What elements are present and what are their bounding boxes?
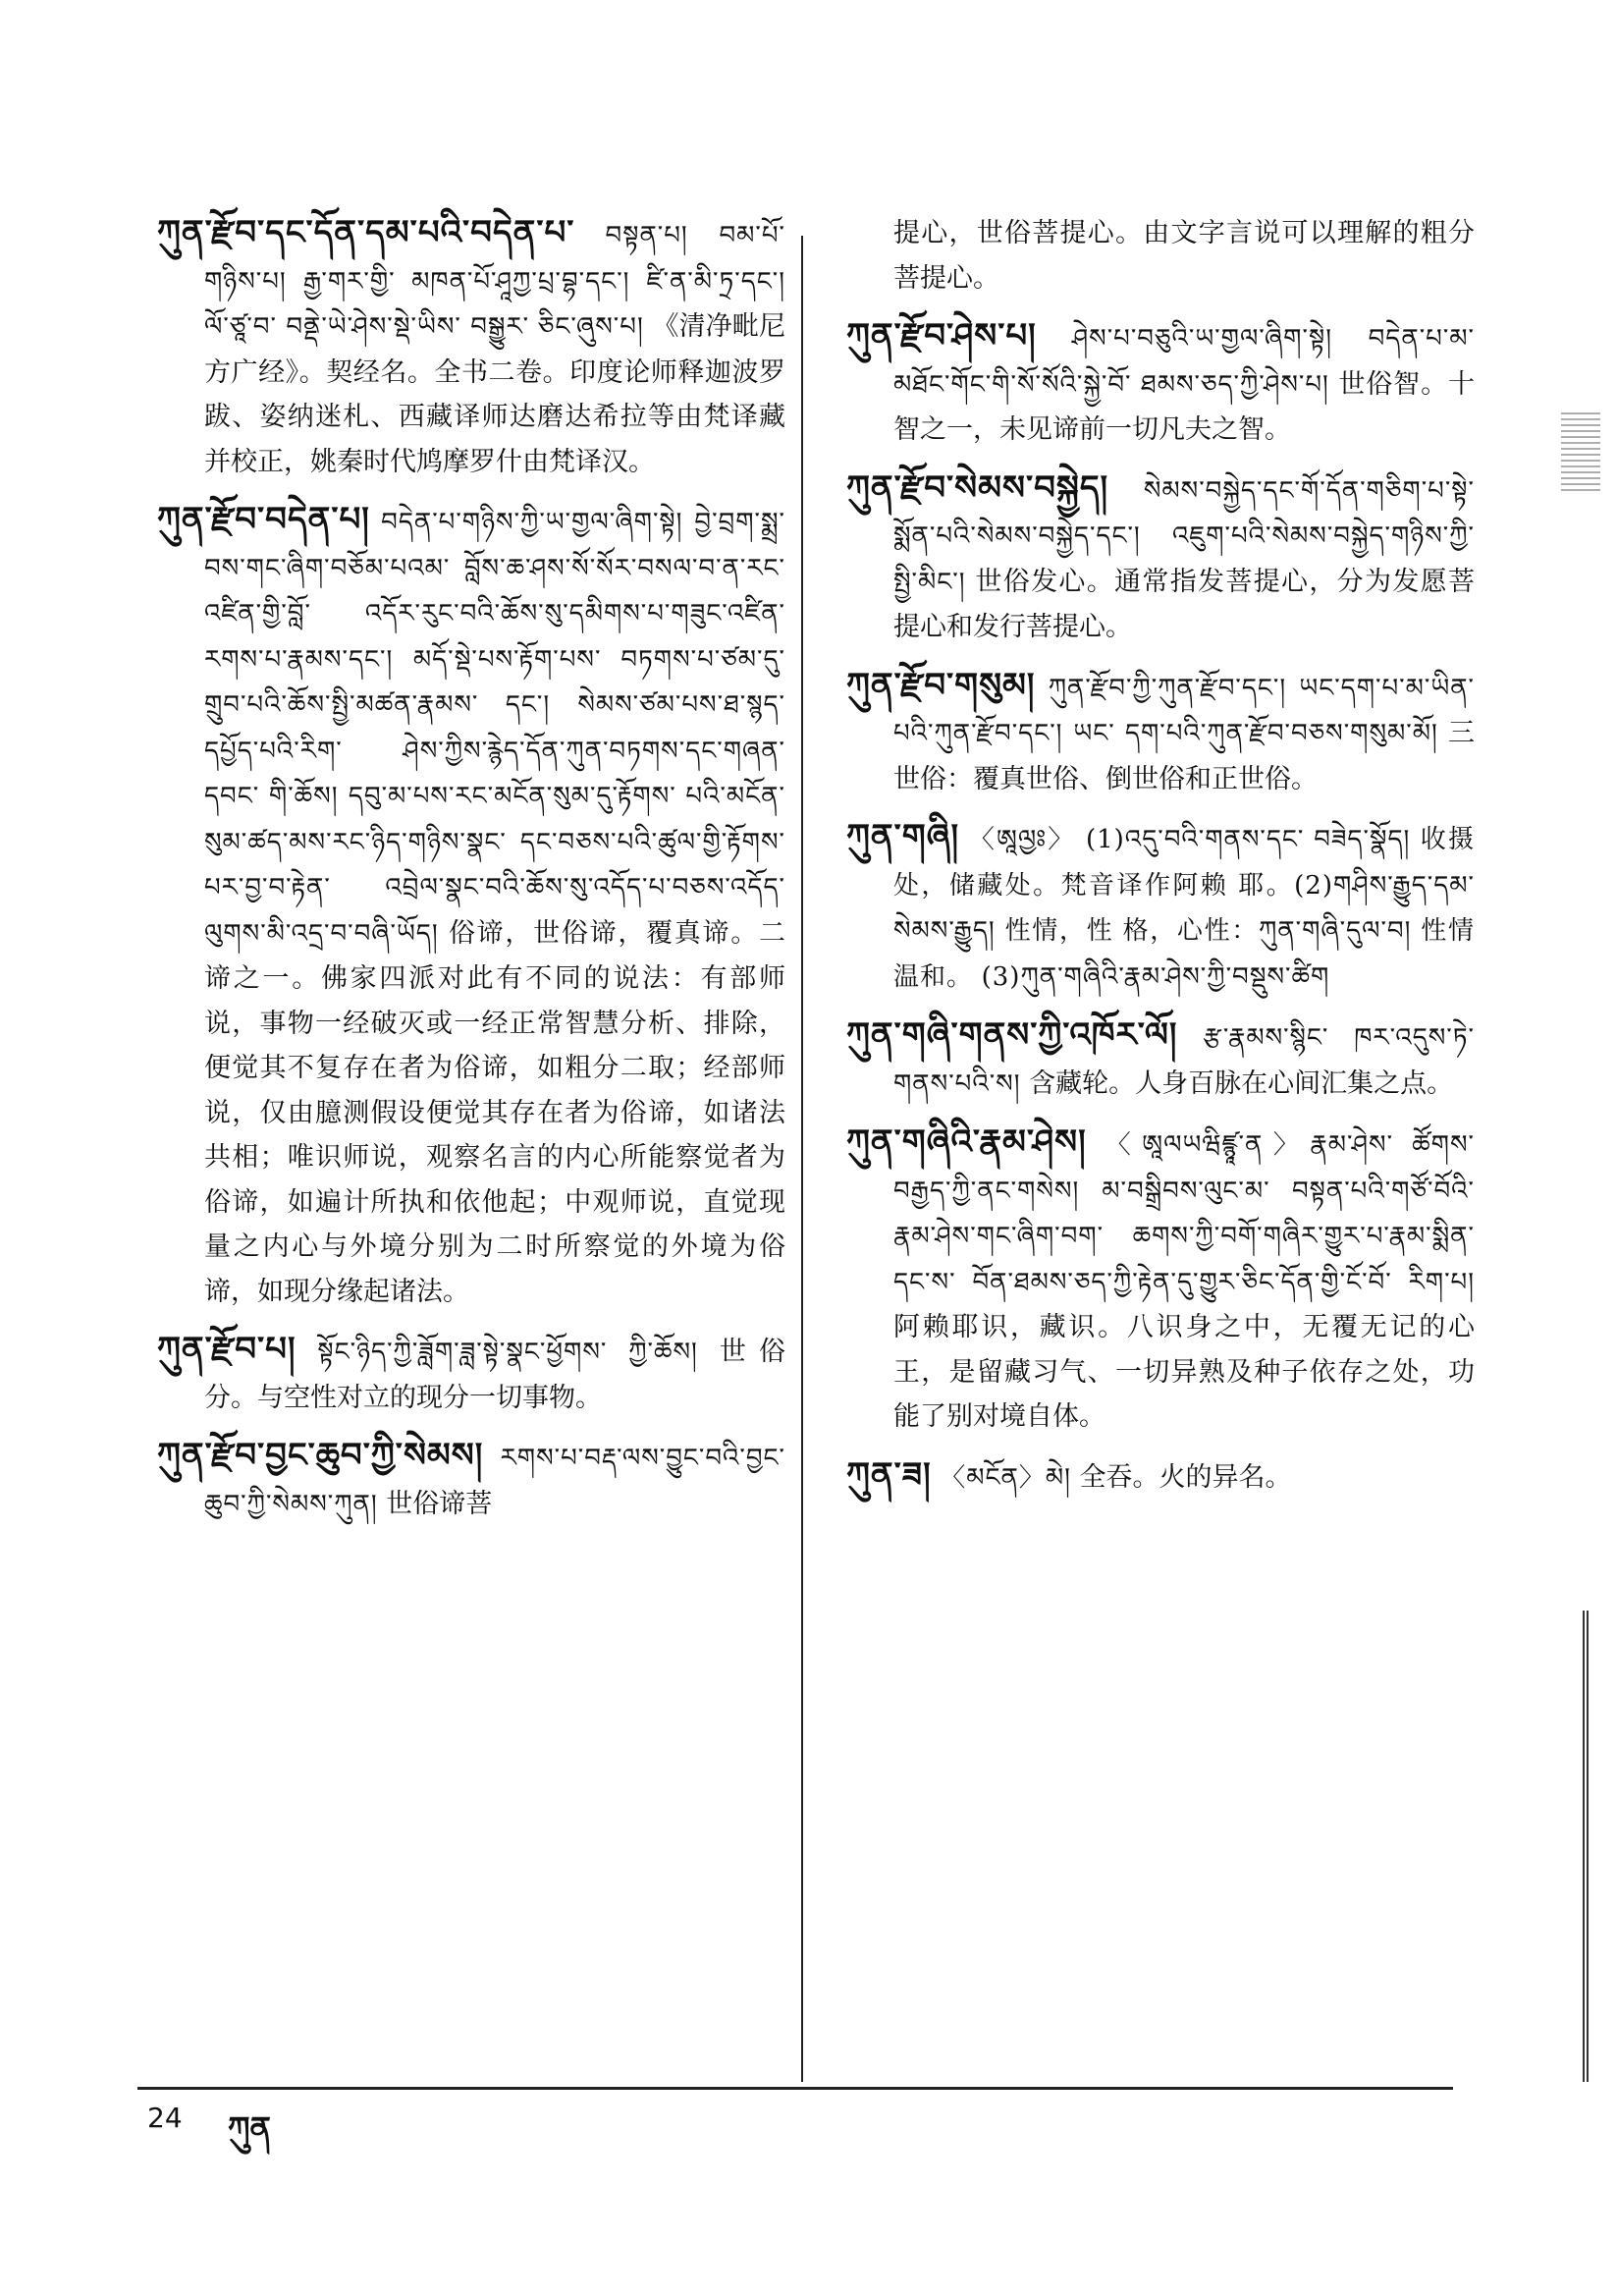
entry-chinese-definition: 世俗发心。通常指发菩提心，分为发愿菩提心和发行菩提心。 <box>893 566 1475 642</box>
entry-tibetan-text: གི་ཆོས། དབུ་མ་པས་རང་མངོན་སུམ་དུ་རྟོགས་ <box>268 782 676 811</box>
entry-tibetan-text: 〈མངོན〉མེ། <box>940 1462 1071 1493</box>
entry-chinese-definition: 俗谛，世俗谛，覆真谛。二谛之一。佛家四派对此有不同的说法：有部师说，事物一经破灭或一经正常智慧分析、排除，便觉其不复存在者为俗谛，如粗分二取；经部师说，仅由臆测假设便觉其存在者为俗谛，如诸法共相；唯识师说，观察名言的内心所能察觉者为俗谛，如遍计所执和依他起；中观师说，直觉现量之内心与外境分别为二时所察觉的外境为俗谛，如现分缘起诸法。 <box>204 917 786 1307</box>
dictionary-entry <box>846 1013 1475 1107</box>
entry-tibetan-text: འཇུག་པའི་སེམས་བསྐྱེད་གཉིས་ཀྱི་སྤྱི་མིང་། <box>893 521 1475 597</box>
entry-tibetan-text: ཀུན་རྫོབ་ཀྱི་ཀུན་རྫོབ་དང་། <box>1048 673 1287 703</box>
entry-headword: ཀུན་རྫོབ་བྱང་ཆུབ་ཀྱི་སེམས། <box>157 1436 484 1475</box>
dictionary-entry <box>157 1434 785 1527</box>
entry-headword: ཀུན་རྫོབ་ཤེས་པ། <box>846 316 1037 355</box>
entry-chinese-definition: 含藏轮。人身百脉在心间汇集之点。 <box>1029 1067 1454 1099</box>
entry-tibetan-text: དག་པའི་ཀུན་རྫོབ་བཅས་གསུམ་མོ། <box>1124 719 1438 748</box>
dictionary-entry <box>846 466 1475 650</box>
dictionary-entry <box>157 1328 785 1420</box>
dictionary-entry <box>157 498 785 1314</box>
entry-chinese-definition: 三世俗：覆真世俗、倒世俗和正世俗。 <box>893 718 1475 794</box>
footer-rule <box>137 2087 1453 2090</box>
entry-tibetan-text: འབྲེལ་སྣང་བའི་ཆོས་སུ་འདོད་པ་བཅས་འདོད་ <box>385 873 785 902</box>
entry-headword: ཀུན་རྫོབ་སེམས་བསྐྱེད། <box>846 467 1109 508</box>
entry-tibetan-text: ཐམས་ཅད་ཀྱི་ཤེས་པ། <box>1140 369 1329 400</box>
entry-tibetan-text: ལོ་ཙཱ་བ་ བནྡེ་ཡེ་ཤེས་སྡེ་ཡིས་ བསྒྱུར་ <box>204 312 530 342</box>
entry-tibetan-text: སྟོང་ཉིད་ཀྱི་ཟློག་ཟླ་སྟེ་སྣང་ཕྱོགས་ <box>317 1338 608 1367</box>
entry-tibetan-text: དང་། སེམས་ཙམ་པས་ཐ་སྙད་དཔྱོད་པའི་རིག་ <box>204 690 785 766</box>
entry-tibetan-text: (3)ཀུན་གཞིའི་རྣམ་ཤེས་ཀྱི་བསྡུས་ཚིག <box>981 961 1330 992</box>
entry-tibetan-text: འདོར་རུང་བའི་ཆོས་སུ་དམིགས་པ་གཟུང་འཛིན་ <box>364 599 785 629</box>
entry-tibetan-text: ཡང་དག་པ་མ་ཡིན་པའི་ཀུན་རྫོབ་དང་། ཡང་ <box>893 673 1475 748</box>
entry-headword: ཀུན་རྫོབ་བདེན་པ། <box>157 500 370 539</box>
entry-tibetan-text: བོན་ཐམས་ཅད་ཀྱི་རྟེན་དུ་གྱུར་ཅིང་དོན་གྱི་ངོ་བོ་ <box>972 1267 1392 1297</box>
entry-tibetan-text: བཏགས་པ་ཙམ་དུ་གྲུབ་པའི་ཆོས་སྤྱི་མཚན་རྣམས་ <box>204 644 785 720</box>
entry-tibetan-text: བཟེད་སྣོད། 收摄处，储藏处。梵音译作阿赖 <box>893 825 1475 901</box>
entry-headword: ཀུན་རྫོབ་དང་དོན་དམ་པའི་བདེན་པ་ <box>157 213 575 252</box>
dictionary-entry <box>846 314 1475 453</box>
entry-chinese-definition: 阿赖耶识，藏识。八识身之中，无覆无记的心王，是留藏习气、一切异熟及种子依存之处，功能了别对境自体。 <box>893 1312 1475 1432</box>
entry-tibetan-text: ཅིང་ཞུས་པ། <box>537 312 644 342</box>
right-column <box>846 211 1475 1514</box>
entry-headword: ཀུན་རྫོབ་པ། <box>157 1330 296 1369</box>
entry-tibetan-text: རྩ་རྣམས་སྙིང་ <box>1203 1023 1329 1053</box>
entry-tibetan-text: 耶。(2)གཤིས་རྒྱུད་དམ་སེམས་རྒྱུད། 性情，性 <box>893 870 1475 946</box>
entry-tibetan-text: 〈ཨཱལྱཿ〉 (1)འདུ་བའི་གནས་དང་ <box>968 825 1305 854</box>
entry-chinese-definition: 提心，世俗菩提心。由文字言说可以理解的粗分菩提心。 <box>893 218 1475 294</box>
entry-chinese-definition: 世俗谛菩 <box>386 1488 493 1519</box>
entry-tibetan-text: བདེན་པ་གཉིས་ཀྱི་ཡ་གྱལ་ཞིག་སྟེ། བྱེ་བྲག་སྨྲ་བས་གང་ཞིག་བཅོམ་པའམ་ <box>204 508 785 583</box>
dictionary-entry <box>846 815 1475 1000</box>
entry-tibetan-text: བསྟན་པའི་གཙོ་བོའི་རྣམ་ཤེས་གང་ཞིག་བག་ <box>893 1175 1475 1251</box>
entry-chinese-definition: 世俗智。十智之一，未见谛前一切凡夫之智。 <box>893 368 1475 445</box>
dictionary-entry <box>846 211 1475 301</box>
page-heading: ཀུན <box>228 2109 271 2147</box>
entry-chinese-definition: 世俗分。与空性对立的现分一切事物。 <box>204 1337 785 1413</box>
entry-tibetan-text: ཁར་འདུས་ཏེ་གནས་པའི་ས། <box>893 1023 1475 1099</box>
entry-tibetan-text: བསྟན་པ། བམ་པོ་གཉིས་པ། རྒྱ་གར་གྱི་ <box>204 221 785 297</box>
entry-tibetan-text: རིག་པ། <box>1408 1267 1475 1297</box>
entry-tibetan-text: 格，心性：ཀུན་གཞི་དུལ་བ། 性情温和。 <box>893 916 1475 992</box>
entry-tibetan-text: 〈ཨཱལཡཝིཛྙཱ་ན〉རྣམ་ཤེས་ <box>1105 1130 1394 1160</box>
entry-tibetan-text: མཁན་པོ་ཤཱཀྱ་པྲ་བྷ་དང་། ཛི་ན་མི་ཏྲ་དང་། <box>411 266 785 297</box>
entry-tibetan-text: བློས་ཆ་ཤས་སོ་སོར་བསལ་བ་ན་རང་འཛིན་གྱི་བློ་ <box>204 553 785 629</box>
column-divider <box>801 236 803 2082</box>
entry-tibetan-text: པའི་མངོན་སུམ་ཚད་མས་རང་ཉིད་གཉིས་སྣང་ <box>204 782 785 857</box>
page-number: 24 <box>147 2102 183 2134</box>
entry-chinese-definition: 《清净毗尼方广经》。契经名。全书二卷。印度论师释迦波罗跋、姿纳迷札、西藏译师达磨达希拉等由梵译藏并校正，姚秦时代鸠摩罗什由梵译汉。 <box>204 311 785 477</box>
entry-headword: ཀུན་གཞི་གནས་ཀྱི་འཁོར་ལོ། <box>846 1015 1178 1055</box>
dictionary-entry <box>846 664 1475 802</box>
entry-tibetan-text: ཆགས་ཀྱི་བགོ་གཞིར་གྱུར་པ་རྣམ་སྨིན་དང་ས་ <box>893 1222 1475 1297</box>
entry-headword: ཀུན་གཞི། <box>846 817 960 856</box>
entry-headword: ཀུན་གཞིའི་རྣམ་ཤེས། <box>846 1122 1087 1162</box>
left-column <box>157 211 785 1541</box>
entry-tibetan-text: རགས་པ་བརྡ་ལས་བྱུང་བའི་བྱང་ཆུབ་ཀྱི་སེམས་ཀུན། <box>204 1444 785 1519</box>
entry-tibetan-text: ལུགས་མི་འདྲ་བ་བཞི་ཡོད། <box>204 918 439 949</box>
entry-tibetan-text: སེམས་བསྐྱེད་དང་གོ་དོན་གཅིག་པ་སྟེ་སྨོན་པའི་སེམས་བསྐྱེད་དང་། <box>893 475 1475 551</box>
entry-tibetan-text: ཤེས་ཀྱིས་རྙེད་དོན་ཀུན་བཏགས་དང་གཞན་དབང་ <box>204 736 785 811</box>
entry-tibetan-text: དང་བཅས་པའི་ཚུལ་གྱི་རྟོགས་པར་བྱ་བ་རྟེན་ <box>204 827 785 902</box>
dictionary-entry <box>846 1121 1475 1440</box>
entry-tibetan-text: ཚོགས་བརྒྱད་ཀྱི་ནང་གསེས། མ་བསྒྲིབས་ལུང་མ་ <box>893 1130 1475 1206</box>
entry-headword: ཀུན་རྫོབ་གསུམ། <box>846 665 1036 705</box>
entry-chinese-definition: 全吞。火的异名。 <box>1079 1461 1292 1493</box>
entry-tibetan-text: ཀྱི་ཆོས། <box>628 1338 698 1367</box>
scan-edge-marks <box>1561 412 1600 491</box>
entry-tibetan-text: རགས་པ་རྣམས་དང་། མདོ་སྡེ་པས་རྟོག་པས་ <box>204 644 602 675</box>
scan-edge-bar <box>1583 1611 1590 2082</box>
entry-headword: ཀུན་ཟ། <box>846 1454 932 1495</box>
dictionary-entry <box>157 211 785 484</box>
entry-tibetan-text: ཤེས་པ་བཅུའི་ཡ་གྱལ་ཞིག་སྟེ། བདེན་པ་མ་མཐོང་གོང་གི་སོ་སོའི་སྐྱེ་བོ་ <box>893 324 1475 400</box>
dictionary-entry <box>846 1453 1475 1502</box>
